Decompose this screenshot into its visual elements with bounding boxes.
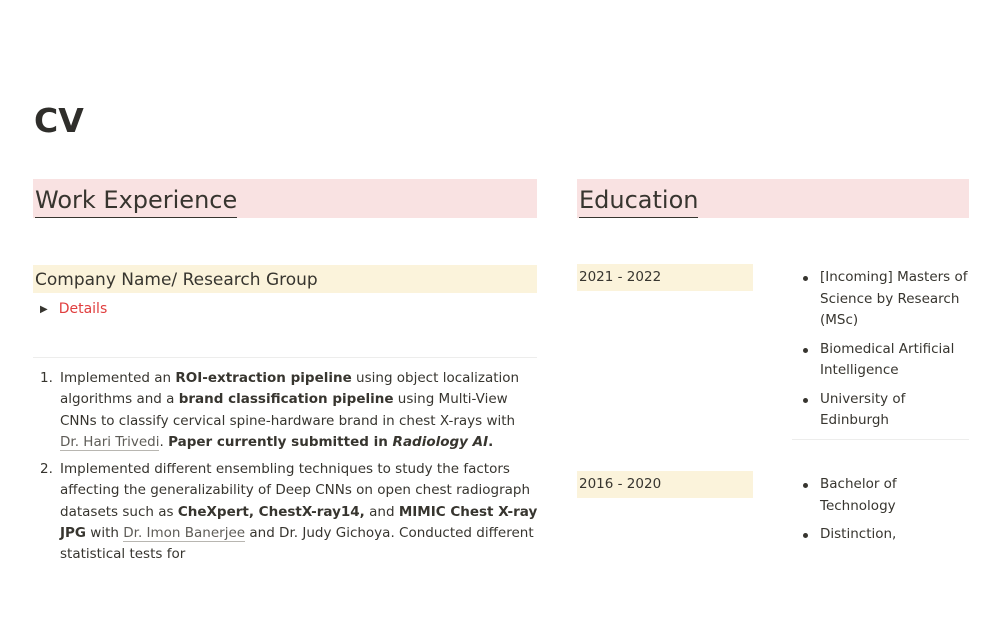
item-text: with [86,525,124,542]
item-bold-text: . [488,433,494,450]
education-detail: University of Edinburgh [820,390,906,428]
item-text: and Dr. Judy Gichoya. Conducted different statistical tests for [60,525,534,563]
item-text: Implemented different ensembling techniques to study the factors affecting the generalizability of Deep CNNs on open chest radiograph datasets such as [60,461,531,520]
list-item [34,368,538,453]
item-text: Implemented an [60,370,176,386]
education-detail: Biomedical Artificial Intelligence [820,340,955,378]
work-experience-heading: Work Experience [35,183,237,218]
education-heading: Education [579,183,698,218]
bullet-icon [803,483,808,488]
person-link[interactable]: Dr. Hari Trivedi [60,433,160,450]
item-bold-text: Paper currently submitted in [168,433,393,450]
education-detail: Distinction, [820,526,897,542]
date-range: 2021 - 2022 [579,269,662,285]
bullet-icon [803,533,808,538]
education-detail: Bachelor of Technology [820,476,897,514]
journal-name: Radiology AI [392,433,489,450]
date-badge [577,471,753,498]
bullet-icon [803,348,808,353]
education-detail: [Incoming] Masters of Science by Research (MSc) [820,269,968,328]
list-item [796,267,971,332]
date-range: 2016 - 2020 [579,476,662,492]
triangle-right-icon[interactable]: ▶ [40,303,48,315]
divider [792,439,969,440]
item-text: and [364,503,399,520]
item-bold-text: MIMIC Chest X-ray JPG [60,503,538,542]
item-text: using Multi-View CNNs to classify cervical spine-hardware brand in chest X-rays with [60,391,516,429]
company-name: Company Name/ Research Group [35,270,318,290]
education-details-list [796,474,971,553]
date-badge [577,264,753,291]
item-bold-text: , ChestX-ray14, [248,503,365,520]
work-items-list [34,368,538,572]
item-bold-text: ROI-extraction pipeline [175,370,352,386]
list-item [796,389,971,432]
company-header [33,265,537,293]
list-item [796,524,971,546]
work-experience-header [33,179,537,218]
person-link[interactable]: Dr. Imon Banerjee [123,525,246,542]
item-bold-text: CheXpert [177,503,249,520]
education-details-list [796,267,971,439]
list-item [796,474,971,517]
list-item [34,459,538,565]
bullet-icon [803,276,808,281]
details-toggle[interactable] [40,298,107,320]
bullet-icon [803,398,808,403]
list-item [796,339,971,382]
item-text: . [159,433,169,450]
education-header [577,179,969,218]
item-bold-text: brand classification pipeline [178,391,394,408]
list-number: 2. [40,461,53,478]
divider [33,357,537,358]
list-number: 1. [40,370,53,386]
page-title: CV [34,101,84,140]
item-text: using object localization algorithms and a [60,370,520,408]
details-toggle-label[interactable]: Details [58,301,108,317]
